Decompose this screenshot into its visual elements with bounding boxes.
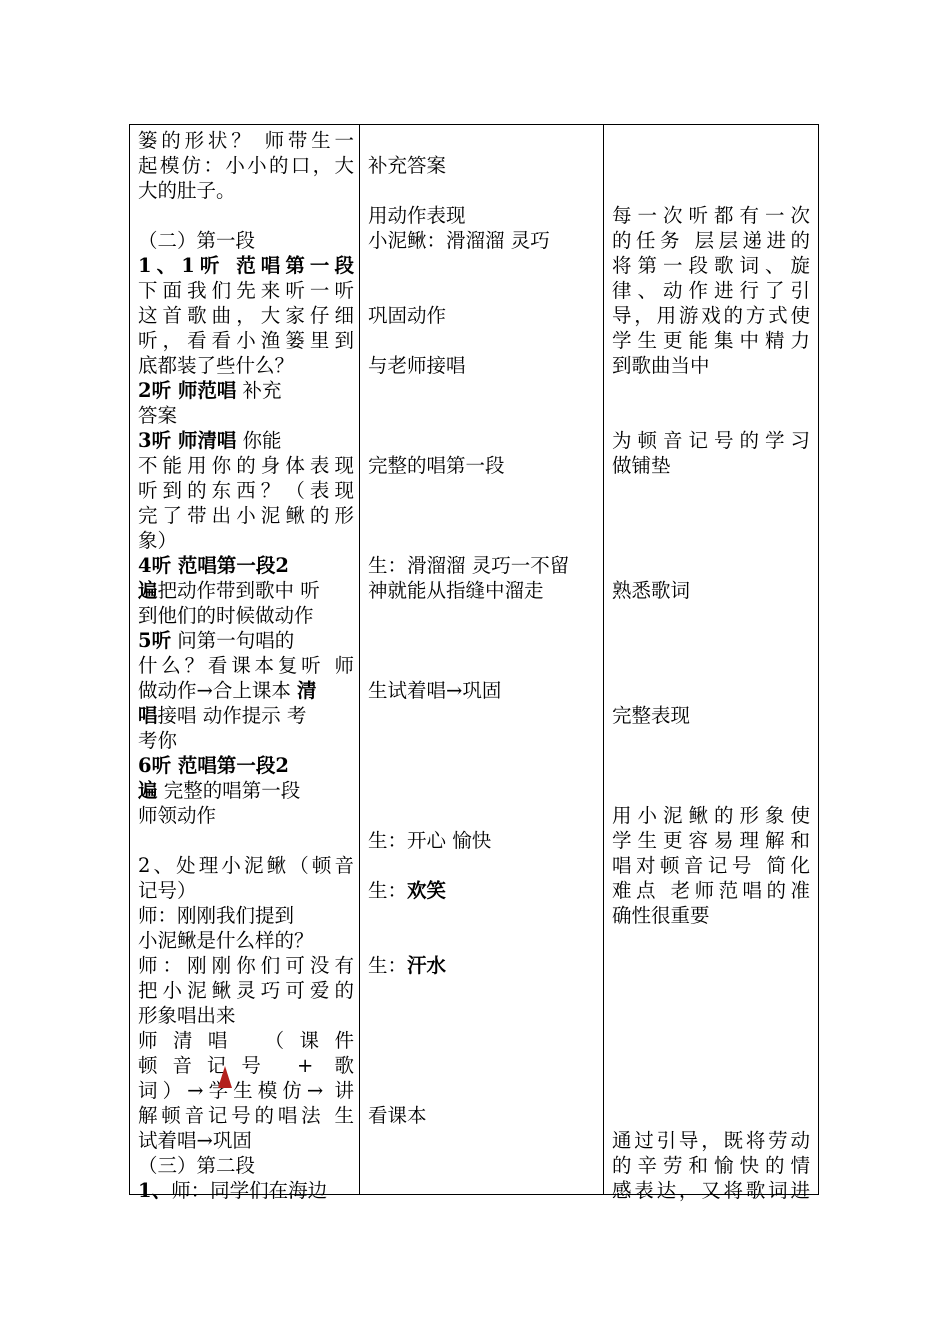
text-line xyxy=(368,203,466,228)
text-span: 底都装了些什么？ xyxy=(138,354,295,377)
text-span: 问第一句唱的 xyxy=(171,629,295,652)
text-line xyxy=(138,1153,255,1178)
text-span: 感表达，又将歌词进 xyxy=(612,1179,810,1202)
text-line xyxy=(612,878,810,903)
text-span: 每一次听都有一次 xyxy=(612,204,810,227)
text-span: 试着唱→巩固 xyxy=(138,1129,252,1152)
text-span: 形象唱出来 xyxy=(138,1004,236,1027)
text-line xyxy=(612,1128,810,1153)
text-line xyxy=(612,803,810,828)
text-span: 完整的唱第一段 xyxy=(368,454,505,477)
text-span: 师：刚刚我们提到 xyxy=(138,904,295,927)
text-span: 考你 xyxy=(138,729,178,752)
text-span: 与老师接唱 xyxy=(368,354,466,377)
text-span: 学生更容易理解和 xyxy=(612,829,810,852)
text-line xyxy=(138,703,306,728)
text-span: 生试着唱→巩固 xyxy=(368,679,502,702)
text-span: 到他们的时候做动作 xyxy=(138,604,314,627)
text-span: 师：同学们在海边 xyxy=(171,1179,328,1202)
text-span: 将第一段歌词、旋 xyxy=(612,254,810,277)
text-span: 生：滑溜溜 灵巧一不留 xyxy=(368,554,570,577)
text-line xyxy=(138,228,255,253)
text-line xyxy=(138,1178,327,1203)
text-line xyxy=(138,353,294,378)
text-line xyxy=(138,1128,252,1153)
text-span: 起模仿：小小的口，大 xyxy=(138,154,354,177)
text-span: 答案 xyxy=(138,404,178,427)
text-line xyxy=(368,553,569,578)
text-span: 补充 xyxy=(236,379,282,402)
text-span: 小泥鳅是什么样的？ xyxy=(138,929,314,952)
text-span: 师清唱 （课件 xyxy=(138,1029,354,1052)
bold-text: 汗水 xyxy=(407,954,447,977)
text-line xyxy=(138,753,289,778)
text-span: 生： xyxy=(368,879,408,902)
text-line xyxy=(138,503,354,528)
text-line xyxy=(612,578,690,603)
bold-text: 6听 范唱第一段2 xyxy=(138,754,289,777)
text-line xyxy=(138,303,354,328)
text-span: 神就能从指缝中溜走 xyxy=(368,579,544,602)
text-line xyxy=(368,453,505,478)
text-span: 接唱 动作提示 考 xyxy=(157,704,307,727)
text-span: 生： xyxy=(368,954,408,977)
text-line xyxy=(138,953,354,978)
text-span: 小泥鳅：滑溜溜 灵巧 xyxy=(368,229,550,252)
text-span: 这首歌曲，大家仔细 xyxy=(138,304,354,327)
text-span: 你能 xyxy=(236,429,282,452)
text-line xyxy=(138,278,354,303)
text-line xyxy=(368,303,446,328)
column-divider-2 xyxy=(603,125,604,1194)
text-line xyxy=(368,953,446,978)
text-span: 难点 老师范唱的准 xyxy=(612,879,810,902)
text-line xyxy=(368,678,501,703)
text-line xyxy=(612,903,710,928)
red-marker-icon xyxy=(218,1066,232,1088)
text-span: 师领动作 xyxy=(138,804,217,827)
text-line xyxy=(138,428,282,453)
text-span: 的辛劳和愉快的情 xyxy=(612,1154,810,1177)
text-span: （二）第一段 xyxy=(138,229,256,252)
text-line xyxy=(138,803,216,828)
text-line xyxy=(138,878,197,903)
bold-text: 3听 师清唱 xyxy=(138,429,237,452)
text-line xyxy=(612,828,810,853)
text-span: 不能用你的身体表现 xyxy=(138,454,354,477)
text-line xyxy=(138,728,177,753)
text-span: 看课本 xyxy=(368,1104,427,1127)
text-span: 熟悉歌词 xyxy=(612,579,691,602)
text-line xyxy=(138,453,354,478)
text-span: 唱对顿音记号 简化 xyxy=(612,854,810,877)
text-line xyxy=(612,453,671,478)
text-line xyxy=(138,128,354,153)
text-line xyxy=(138,153,354,178)
text-line xyxy=(368,828,491,853)
text-line xyxy=(368,353,466,378)
text-span: 下面我们先来听一听 xyxy=(138,279,354,302)
text-line xyxy=(138,853,354,878)
text-span: 篓的形状？ 师带生一 xyxy=(138,129,354,152)
text-line xyxy=(138,1103,354,1128)
text-line xyxy=(138,328,354,353)
text-span: 的任务 层层递进的 xyxy=(612,229,810,252)
text-line xyxy=(138,578,320,603)
bold-text: 清 xyxy=(297,679,317,702)
text-span: 把动作带到歌中 听 xyxy=(157,579,320,602)
text-line xyxy=(138,178,236,203)
text-line xyxy=(138,628,294,653)
text-line xyxy=(612,1178,810,1203)
text-span: 导，用游戏的方式使 xyxy=(612,304,810,327)
text-line xyxy=(612,428,810,453)
text-line xyxy=(138,1003,236,1028)
text-span: 通过引导，既将劳动 xyxy=(612,1129,810,1152)
text-span: 做铺垫 xyxy=(612,454,671,477)
text-line xyxy=(138,678,317,703)
bold-text: 欢笑 xyxy=(407,879,447,902)
text-line xyxy=(138,928,314,953)
text-span: 象） xyxy=(138,529,178,552)
text-line xyxy=(612,253,810,278)
text-line xyxy=(612,278,810,303)
text-span: 2、处理小泥鳅（顿音 xyxy=(138,854,354,877)
text-line xyxy=(138,478,354,503)
lesson-table xyxy=(129,124,819,1202)
text-span: 听，看看小渔篓里到 xyxy=(138,329,354,352)
text-line xyxy=(368,878,446,903)
text-span: 学生更能集中精力 xyxy=(612,329,810,352)
text-line xyxy=(138,778,300,803)
text-line xyxy=(138,378,282,403)
text-line xyxy=(138,1078,354,1103)
bold-text: 4听 范唱第一段2 xyxy=(138,554,289,577)
text-span: 把小泥鳅灵巧可爱的 xyxy=(138,979,354,1002)
text-span: 完整表现 xyxy=(612,704,691,727)
text-line xyxy=(138,653,354,678)
text-line xyxy=(368,578,544,603)
text-span: 记号） xyxy=(138,879,197,902)
text-line xyxy=(138,1028,354,1053)
text-line xyxy=(138,403,177,428)
text-span: 巩固动作 xyxy=(368,304,447,327)
text-line xyxy=(368,153,446,178)
text-span: 顿音记号 + 歌 xyxy=(138,1054,354,1077)
text-span: 用小泥鳅的形象使 xyxy=(612,804,810,827)
bold-text: 2听 师范唱 xyxy=(138,379,237,402)
bold-text: 遍 xyxy=(138,779,158,802)
text-line xyxy=(138,253,354,278)
text-line xyxy=(138,1053,354,1078)
text-span: 用动作表现 xyxy=(368,204,466,227)
text-line xyxy=(612,703,690,728)
bold-text: 遍 xyxy=(138,579,158,602)
text-span: 律、动作进行了引 xyxy=(612,279,810,302)
text-span: 生：开心 愉快 xyxy=(368,829,492,852)
text-span: 做动作→合上课本 xyxy=(138,679,298,702)
text-line xyxy=(612,853,810,878)
text-line xyxy=(138,978,354,1003)
text-line xyxy=(138,553,289,578)
text-line xyxy=(368,228,550,253)
text-span: 听到的东西？（表现 xyxy=(138,479,354,502)
bold-text: 5听 xyxy=(138,629,172,652)
text-span: 为顿音记号的学习 xyxy=(612,429,810,452)
text-span: 完整的唱第一段 xyxy=(157,779,301,802)
bold-text: 1、 xyxy=(138,1179,172,1202)
text-line xyxy=(138,603,314,628)
text-span: 完了带出小泥鳅的形 xyxy=(138,504,354,527)
text-line xyxy=(612,203,810,228)
text-line xyxy=(138,903,294,928)
bold-text: 唱 xyxy=(138,704,158,727)
column-divider-1 xyxy=(359,125,360,1194)
text-span: 词）→学生模仿→ 讲 xyxy=(138,1079,354,1102)
text-line xyxy=(368,1103,427,1128)
text-span: 补充答案 xyxy=(368,154,447,177)
text-line xyxy=(612,353,710,378)
bold-text: 1、1听 范唱第一段 xyxy=(138,254,354,277)
text-line xyxy=(612,303,810,328)
text-line xyxy=(138,528,177,553)
text-line xyxy=(612,228,810,253)
text-span: 师：刚刚你们可没有 xyxy=(138,954,354,977)
text-span: 到歌曲当中 xyxy=(612,354,710,377)
text-line xyxy=(612,328,810,353)
text-span: 什么？看课本复听 师 xyxy=(138,654,354,677)
text-span: 确性很重要 xyxy=(612,904,710,927)
text-line xyxy=(612,1153,810,1178)
text-span: 大的肚子。 xyxy=(138,179,236,202)
text-span: 解顿音记号的唱法 生 xyxy=(138,1104,354,1127)
text-span: （三）第二段 xyxy=(138,1154,256,1177)
